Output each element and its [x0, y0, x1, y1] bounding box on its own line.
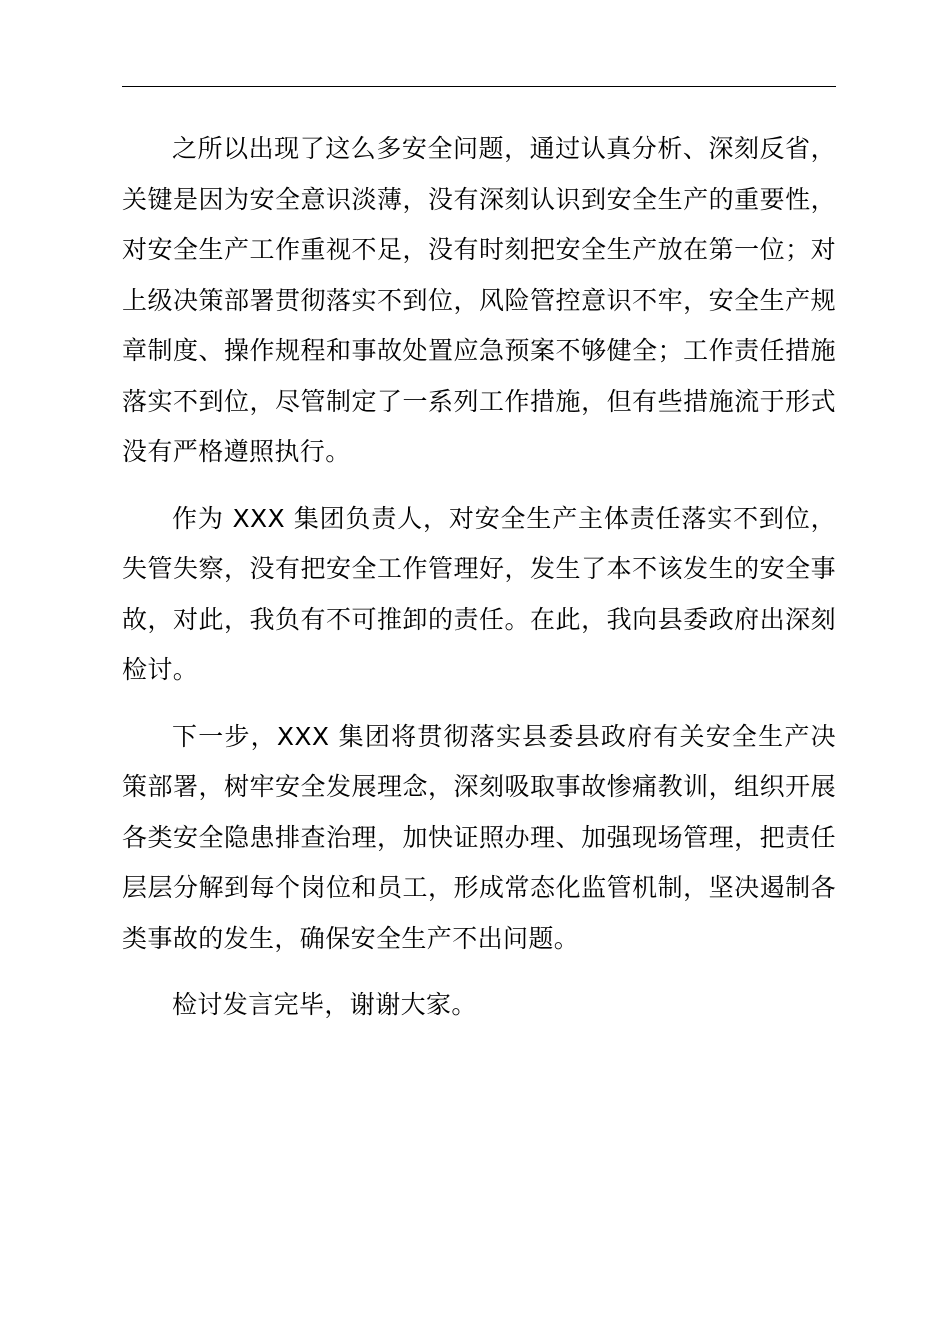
- paragraph-analysis: 之所以出现了这么多安全问题，通过认真分析、深刻反省，关键是因为安全意识淡薄，没有深刻认识到安全生产的重要性，对安全生产工作重视不足，没有时刻把安全生产放在第一位；对上级决策部署贯彻落实不到位，风险管控意识不牢，安全生产规章制度、操作规程和事故处置应急预案不够健全；工作责任措施落实不到位，尽管制定了一系列工作措施，但有些措施流于形式没有严格遵照执行。: [122, 134, 836, 466]
- paragraph-next-steps: 下一步，XXX 集团将贯彻落实县委县政府有关安全生产决策部署，树牢安全发展理念，深刻吸取事故惨痛教训，组织开展各类安全隐患排查治理，加快证照办理、加强现场管理，把责任层层分解到每个岗位和员工，形成常态化监管机制，坚决遏制各类事故的发生，确保安全生产不出问题。: [122, 721, 836, 953]
- document-body: [122, 124, 836, 1047]
- header-rule: [122, 86, 836, 87]
- paragraph-responsibility: 作为 XXX 集团负责人，对安全生产主体责任落实不到位，失管失察，没有把安全工作管理好，发生了本不该发生的安全事故，对此，我负有不可推卸的责任。在此，我向县委政府出深刻检讨。: [122, 503, 836, 684]
- paragraph-closing: 检讨发言完毕，谢谢大家。: [172, 990, 477, 1019]
